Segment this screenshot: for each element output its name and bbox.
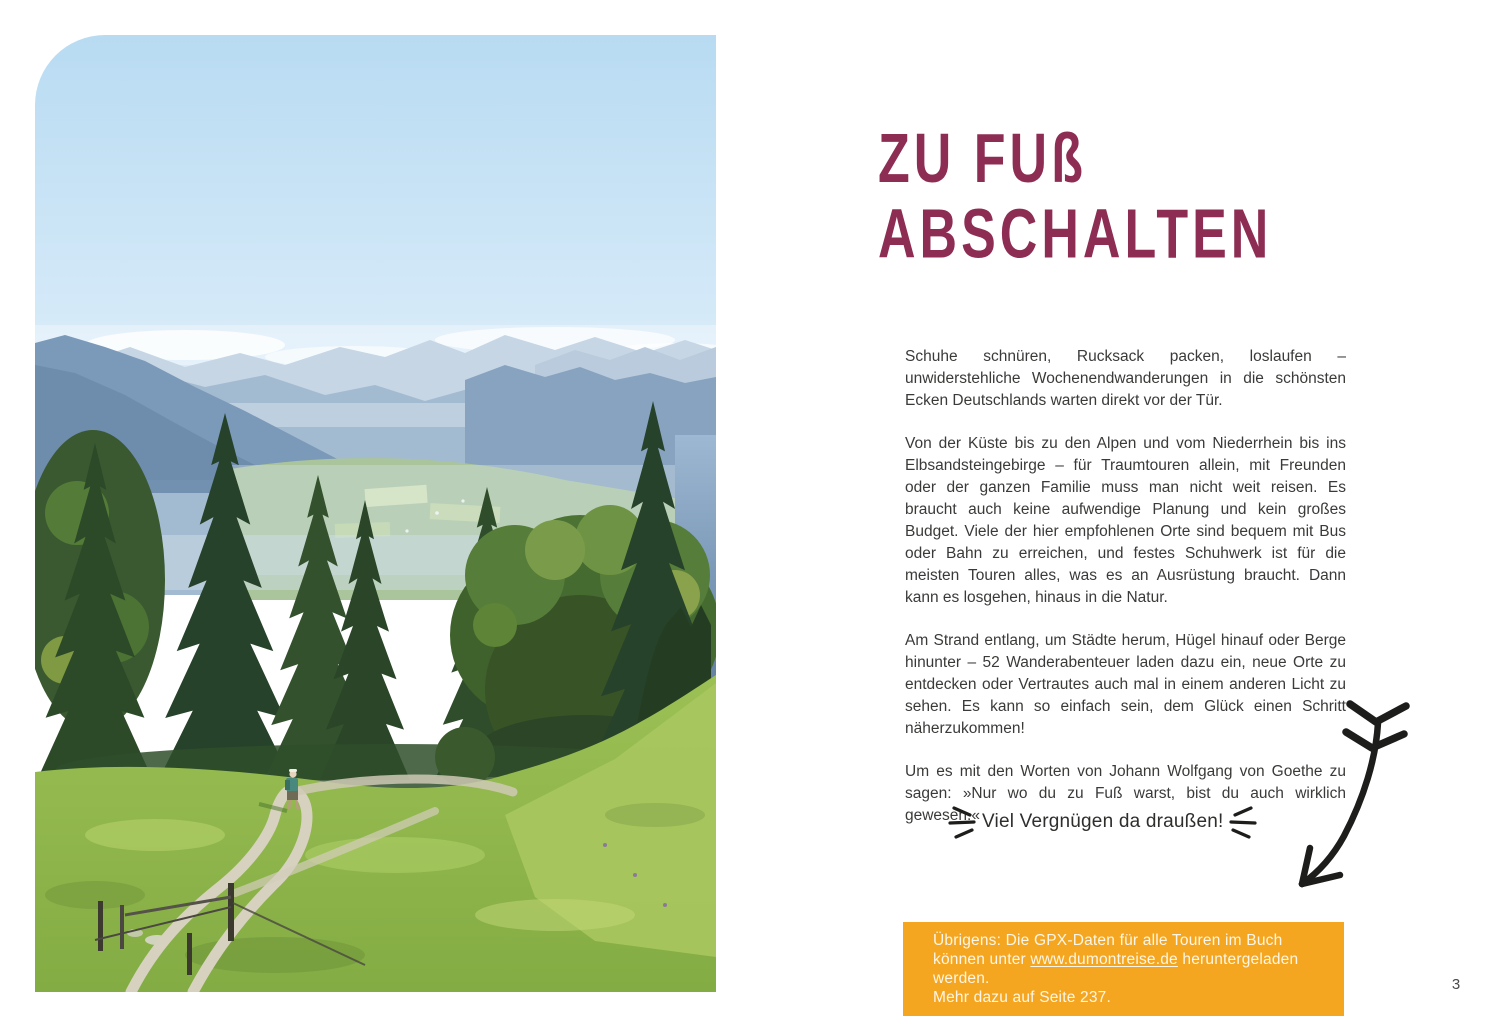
page-title-line2: ABSCHALTEN — [878, 196, 1273, 274]
page-title — [878, 122, 1272, 274]
intro-paragraph-2: Von der Küste bis zu den Alpen und vom Niederrhein bis ins Elbsandsteingebirge – für Traumtouren allein, mit Freunden oder der ganzen Familie muss man nicht weit reisen. Es braucht auch keine aufwendige Planung und kein großes Budget. Viele der hier empfohlenen Orte sind bequem mit Bus oder Bahn zu erreichen, und festes Schuhwerk ist für die meisten Touren alles, was es an Ausrüstung braucht. Dann kann es losgehen, hinaus in die Natur. — [905, 435, 1346, 606]
intro-paragraph-4: Um es mit den Worten von Johann Wolfgang von Goethe zu sagen: »Nur wo du zu Fuß warst, bist du auch wirklich gewesen.« — [905, 763, 1346, 824]
url-link[interactable]: www.dumontreise.de — [1030, 951, 1178, 968]
emphasis-marks-right-icon — [1223, 799, 1257, 845]
gpx-note-box — [903, 922, 1344, 1016]
gpx-note-before-link: Übrigens: Die GPX-Daten für alle Touren im Buch können unter — [933, 932, 1283, 968]
intro-paragraph-3: Am Strand entlang, um Städte herum, Hügel hinauf oder Berge hinunter – 52 Wanderabenteuer laden dazu ein, neue Orte zu entdecken oder Vertrautes auch mal in einem anderen Licht zu sehen. Es kann so einfach sein, dem Glück einen Schritt näherzukommen! — [905, 632, 1346, 737]
page-title-line1: ZU FUß — [878, 120, 1087, 198]
intro-paragraph-1: Schuhe schnüren, Rucksack packen, loslaufen – unwiderstehliche Wochenendwanderungen in die schönsten Ecken Deutschlands warten direkt vor der Tür. — [905, 348, 1346, 409]
closing-text: Viel Vergnügen da draußen! — [982, 811, 1224, 832]
intro-body-copy — [905, 346, 1346, 848]
landscape-photo — [35, 35, 716, 992]
gpx-note-after-link: heruntergeladen werden. — [933, 951, 1299, 987]
hand-drawn-arrow-icon — [1288, 698, 1413, 898]
emphasis-marks-left-icon — [948, 799, 982, 845]
page-number: 3 — [1451, 976, 1461, 993]
closing-line — [948, 796, 1250, 848]
gpx-note-line2: Mehr dazu auf Seite 237. — [933, 989, 1111, 1006]
gpx-note-text — [933, 931, 1328, 988]
landscape-photo-art — [35, 35, 716, 992]
